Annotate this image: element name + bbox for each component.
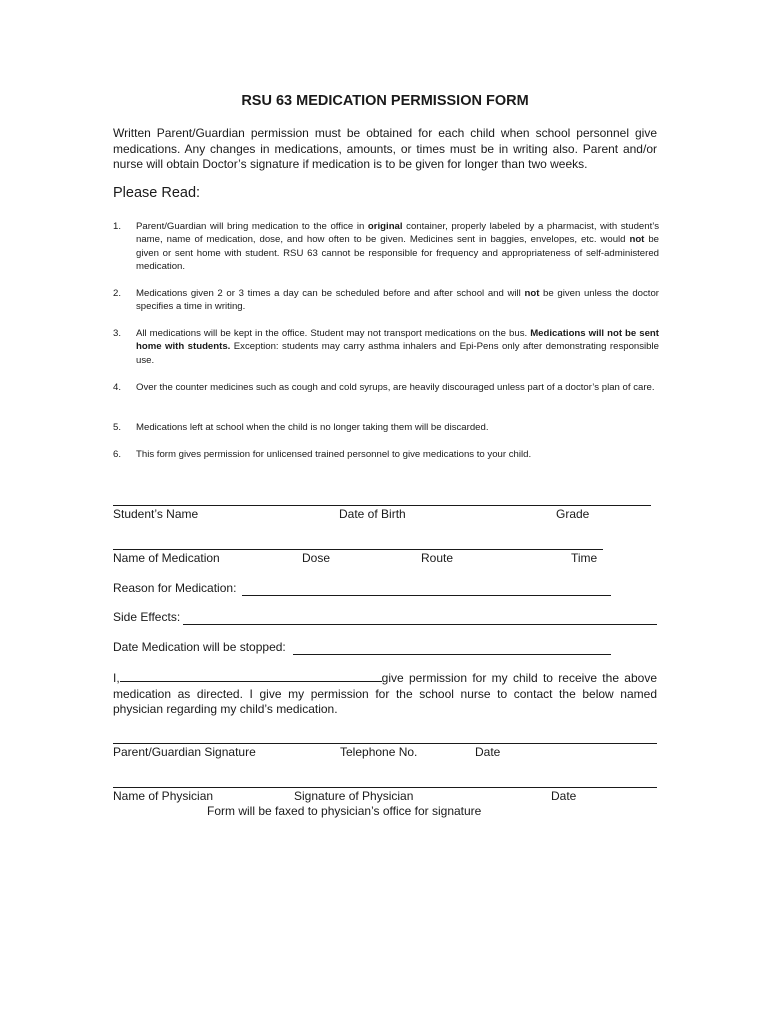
item-text: Medications given 2 or 3 times a day can be scheduled before and after school and will not be given unless the doctor specifies a time in writing. xyxy=(136,288,660,313)
side-effects-field[interactable] xyxy=(183,624,657,625)
item-number: 5. xyxy=(113,422,122,433)
item-text: Over the counter medicines such as cough and cold syrups, are heavily discouraged unless part of a doctor’s plan of care. xyxy=(136,382,655,393)
guardian-name-field[interactable] xyxy=(120,670,382,682)
list-item xyxy=(113,381,659,394)
physician-signature-label: Signature of Physician xyxy=(294,789,414,803)
permission-paragraph: I, give permission for my child to receive the above medication as directed. I give my permission for the school nurse to contact the below named physician regarding my child’s medication. xyxy=(113,671,657,716)
reason-label: Reason for Medication: xyxy=(113,581,237,595)
list-item xyxy=(113,220,659,273)
route-label: Route xyxy=(421,551,454,565)
dose-label: Dose xyxy=(302,551,331,565)
item-text: All medications will be kept in the office. Student may not transport medications on the bus. Medications will not be sent home with students. Exception: students may carry asthma inhalers and Epi-Pens only after demonstrating responsible use. xyxy=(136,328,659,366)
reason-field[interactable] xyxy=(242,595,611,596)
physician-name-label: Name of Physician xyxy=(113,789,214,803)
item-number: 1. xyxy=(113,221,122,232)
item-number: 2. xyxy=(113,288,122,299)
list-item xyxy=(113,448,659,461)
date-stopped-label: Date Medication will be stopped: xyxy=(113,640,286,654)
parent-signature-line[interactable] xyxy=(113,743,657,744)
student-info-line[interactable] xyxy=(113,505,651,506)
item-text: This form gives permission for unlicensed trained personnel to give medications to your child. xyxy=(136,449,532,460)
physician-line[interactable] xyxy=(113,787,657,788)
item-text: Medications left at school when the child is no longer taking them will be discarded. xyxy=(136,422,489,433)
student-name-label: Student’s Name xyxy=(113,507,199,521)
item-text: Parent/Guardian will bring medication to the office in original container, properly labeled by a pharmacist, with student’s name, name of medication, dose, and how often to be given. Medicines sent in baggies, envelopes, etc. would not be given or sent home with student. RSU 63 cannot be responsible for frequency and appropriateness of self-administered medication. xyxy=(136,221,659,272)
physician-date-label: Date xyxy=(551,789,577,803)
parent-signature-label: Parent/Guardian Signature xyxy=(113,745,256,759)
list-item xyxy=(113,421,659,434)
page-title: RSU 63 MEDICATION PERMISSION FORM xyxy=(241,93,529,109)
fax-note: Form will be faxed to physician’s office for signature xyxy=(207,804,482,818)
please-read-heading: Please Read: xyxy=(113,185,201,201)
grade-label: Grade xyxy=(556,507,590,521)
list-item xyxy=(113,287,659,314)
date-of-birth-label: Date of Birth xyxy=(339,507,406,521)
medication-name-label: Name of Medication xyxy=(113,551,220,565)
time-label: Time xyxy=(571,551,598,565)
item-number: 6. xyxy=(113,449,122,460)
telephone-label: Telephone No. xyxy=(340,745,418,759)
item-number: 3. xyxy=(113,328,122,339)
item-number: 4. xyxy=(113,382,122,393)
date-stopped-field[interactable] xyxy=(293,654,611,655)
medication-info-line[interactable] xyxy=(113,549,603,550)
list-item xyxy=(113,327,659,367)
side-effects-label: Side Effects: xyxy=(113,610,181,624)
date-label: Date xyxy=(475,745,501,759)
intro-paragraph: Written Parent/Guardian permission must be obtained for each child when school personnel give medications. Any changes in medications, amounts, or times must be in writing also. Parent and/or nurse will obtain Doctor’s signature if medication is to be given for longer than two weeks. xyxy=(113,126,657,171)
